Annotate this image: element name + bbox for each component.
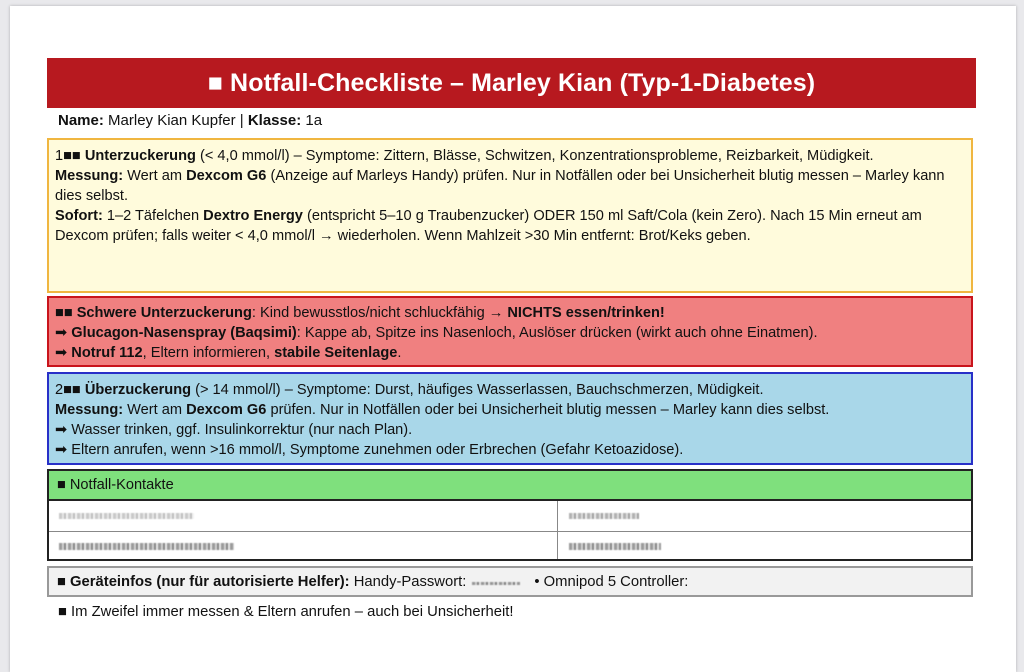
hypo-symptoms: (< 4,0 mmol/l) – Symptome: Zittern, Blässe, Schwitzen, Konzentrationsprobleme, Reizbarkeit, Müdigkeit. — [195, 148, 874, 164]
table-divider — [49, 531, 971, 532]
hypo-device-name: Dexcom G6 — [186, 168, 267, 184]
severe-text-4: . — [397, 345, 402, 361]
name-value: Marley Kian Kupfer | — [103, 112, 248, 129]
hypo-dextro-name: Dextro Energy — [203, 208, 303, 224]
severe-line-1 — [55, 303, 965, 323]
severe-hypo-section — [47, 296, 973, 367]
contacts-table — [47, 501, 973, 561]
hypo-line-2 — [55, 166, 965, 206]
device-info-label: ■ Geräteinfos (nur für autorisierte Helfer): — [57, 574, 350, 590]
redacted-password — [472, 582, 520, 585]
hypo-heading: Unterzuckerung — [84, 148, 196, 164]
page-title — [47, 58, 976, 108]
class-value: 1a — [301, 112, 323, 129]
redacted-contact — [569, 513, 639, 519]
document-page — [10, 6, 1016, 672]
hyper-measure-text-1: Wert am — [123, 402, 187, 418]
device-info — [47, 566, 973, 597]
severe-text-3: , Eltern informieren, — [142, 345, 275, 361]
hypo-immediate-label: Sofort: — [55, 208, 103, 224]
redacted-contact — [569, 543, 661, 550]
name-label: Name: — [58, 112, 104, 129]
controller-label: Omnipod 5 Controller: — [539, 574, 689, 590]
glucagon-label: Glucagon-Nasenspray (Baqsimi) — [71, 325, 297, 341]
hypoglycemia-section — [47, 138, 973, 293]
hypo-line-1 — [55, 146, 965, 166]
contacts-heading-text: ■ Notfall-Kontakte — [57, 477, 174, 493]
hypo-line-3 — [55, 206, 965, 246]
hypo-measure-text-1: Wert am — [123, 168, 187, 184]
page-title-text: ■ Notfall-Checkliste – Marley Kian (Typ-1-Diabetes) — [207, 68, 816, 97]
hypo-prefix: 1■■ — [55, 148, 85, 164]
hypo-measure-text-2: (Anzeige auf Marleys Handy) prüfen. Nur in Notfällen oder bei Unsicherheit blutig messen – Marley kann dies selbst. — [55, 168, 945, 204]
arrow-icon: ➡ — [55, 345, 72, 361]
glucagon-instructions: : Kappe ab, Spitze ins Nasenloch, Auslöser drücken (wirkt auch ohne Einatmen). — [296, 325, 818, 341]
severe-warning: NICHTS essen/trinken! — [507, 305, 665, 321]
hypo-immediate-text-1: 1–2 Täfelchen — [102, 208, 204, 224]
severe-prefix: ■■ — [55, 305, 77, 321]
class-label: Klasse: — [247, 112, 302, 129]
password-label: Handy-Passwort: — [349, 574, 467, 590]
hypo-immediate-text-2: (entspricht 5–10 g Traubenzucker) ODER 150 ml Saft/Cola (kein Zero). Nach 15 Min erneut am Dexcom prüfen; falls weiter < 4,0 mmol/l → wiederholen. Wenn Mahlzeit >30 Min entfernt: Brot/Keks geben. — [55, 208, 922, 244]
hyper-heading: Überzuckerung — [84, 382, 192, 398]
hyper-line-4: ➡ Eltern anrufen, wenn >16 mmol/l, Symptome zunehmen oder Erbrechen (Gefahr Ketoazidose). — [55, 442, 684, 458]
footer-note: ■ Im Zweifel immer messen & Eltern anrufen – auch bei Unsicherheit! — [58, 604, 514, 620]
hyperglycemia-section — [47, 372, 973, 465]
redacted-contact — [59, 513, 194, 519]
hyper-measure-text-2: prüfen. Nur in Notfällen oder bei Unsicherheit blutig messen – Marley kann dies selbst. — [266, 402, 830, 418]
hyper-device-name: Dexcom G6 — [186, 402, 267, 418]
severe-heading: Schwere Unterzuckerung — [76, 305, 252, 321]
hyper-measure-label: Messung: — [55, 402, 124, 418]
hyper-symptoms: (> 14 mmol/l) – Symptome: Durst, häufiges Wasserlassen, Bauchschmerzen, Müdigkeit. — [191, 382, 764, 398]
recovery-position: stabile Seitenlage — [274, 345, 398, 361]
bullet-icon: • — [534, 574, 540, 590]
student-info — [58, 112, 322, 129]
table-divider — [557, 501, 558, 559]
hypo-measure-label: Messung: — [55, 168, 124, 184]
arrow-icon: ➡ — [55, 325, 72, 341]
severe-line-2 — [55, 323, 965, 343]
hyper-line-2 — [55, 400, 965, 420]
hyper-line-3: ➡ Wasser trinken, ggf. Insulinkorrektur (nur nach Plan). — [55, 422, 413, 438]
contacts-heading — [47, 469, 973, 501]
hyper-line-1 — [55, 380, 965, 400]
severe-line-3 — [55, 343, 965, 363]
hyper-prefix: 2■■ — [55, 382, 85, 398]
redacted-contact — [59, 543, 234, 550]
severe-text-1: : Kind bewusstlos/nicht schluckfähig → — [251, 305, 508, 321]
emergency-number: Notruf 112 — [71, 345, 143, 361]
